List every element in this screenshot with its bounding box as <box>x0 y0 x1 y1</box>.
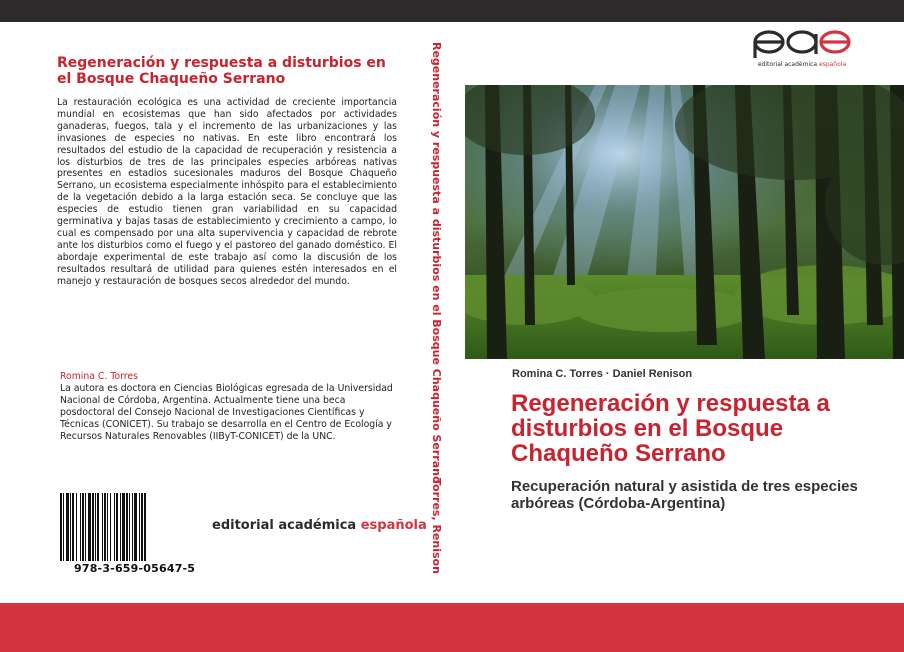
spine-title: Regeneración y respuesta a disturbios en el Bosque Chaqueño Serrano <box>430 42 443 484</box>
back-cover-title: Regeneración y respuesta a disturbios en el Bosque Chaqueño Serrano <box>57 55 386 87</box>
front-cover-authors: Romina C. Torres · Daniel Renison <box>512 368 693 380</box>
cover-photo <box>465 85 904 359</box>
front-cover-subtitle: Recuperación natural y asistida de tres especies arbóreas (Córdoba-Argentina) <box>511 478 858 512</box>
front-cover-title: Regeneración y respuesta a disturbios en el Bosque Chaqueño Serrano <box>511 390 830 467</box>
author-name: Romina C. Torres <box>60 371 138 382</box>
top-dark-band <box>0 0 904 22</box>
barcode-icon <box>60 493 184 561</box>
publisher-name-accent: española <box>360 518 427 533</box>
barcode-bar <box>146 493 147 561</box>
logo-caption-main: editorial académica <box>757 61 819 68</box>
spine-authors: Torres, Renison <box>430 478 443 574</box>
logo-caption <box>752 61 852 68</box>
isbn-number: 978-3-659-05647-5 <box>74 562 196 575</box>
publisher-name-main: editorial académica <box>212 518 361 533</box>
back-publisher-name <box>212 518 427 533</box>
author-bio: La autora es doctora en Ciencias Biológicas egresada de la Universidad Nacional de Córdoba, Argentina. Actualmente tiene una beca posdoctoral del Consejo Nacional de Investigaciones Científicas y Técnicas (CONICET). Su trabajo se desarrolla en el Centro de Ecología y Recursos Naturales Renovables (IIByT-CONICET) de la UNC. <box>60 383 393 442</box>
logo-caption-accent: española <box>819 61 847 68</box>
bottom-red-band <box>0 603 904 652</box>
back-cover-blurb: La restauración ecológica es una actividad de creciente importancia mundial en ecosistemas que han sido afectados por actividades ganaderas, fuegos, tala y el incremento de las urbanizaciones y las invasiones de especies no nativas. En este libro encontrará los resultados del estudio de la capacidad de recuperación y resistencia a los disturbios de tres de las principales especies arbóreas nativas presentes en estadios sucesionales maduros del Bosque Chaqueño Serrano, un ecosistema especialmente inhóspito para el establecimiento de la vegetación debido a la larga estación seca. Se concluye que las especies de estudio tienen gran variabilidad en su capacidad germinativa y bajas tasas de establecimiento y crecimiento a campo, lo cual es compensado por una alta supervivencia y capacidad de rebrote ante los disturbios como el fuego y el pastoreo del ganado doméstico. El abordaje experimental de este trabajo así como la discusión de los resultados resultará de utilidad para quienes estén interesados en el manejo y restauración de bosques secos alrededor del mundo. <box>57 97 397 287</box>
forest-photo-icon <box>465 85 904 359</box>
